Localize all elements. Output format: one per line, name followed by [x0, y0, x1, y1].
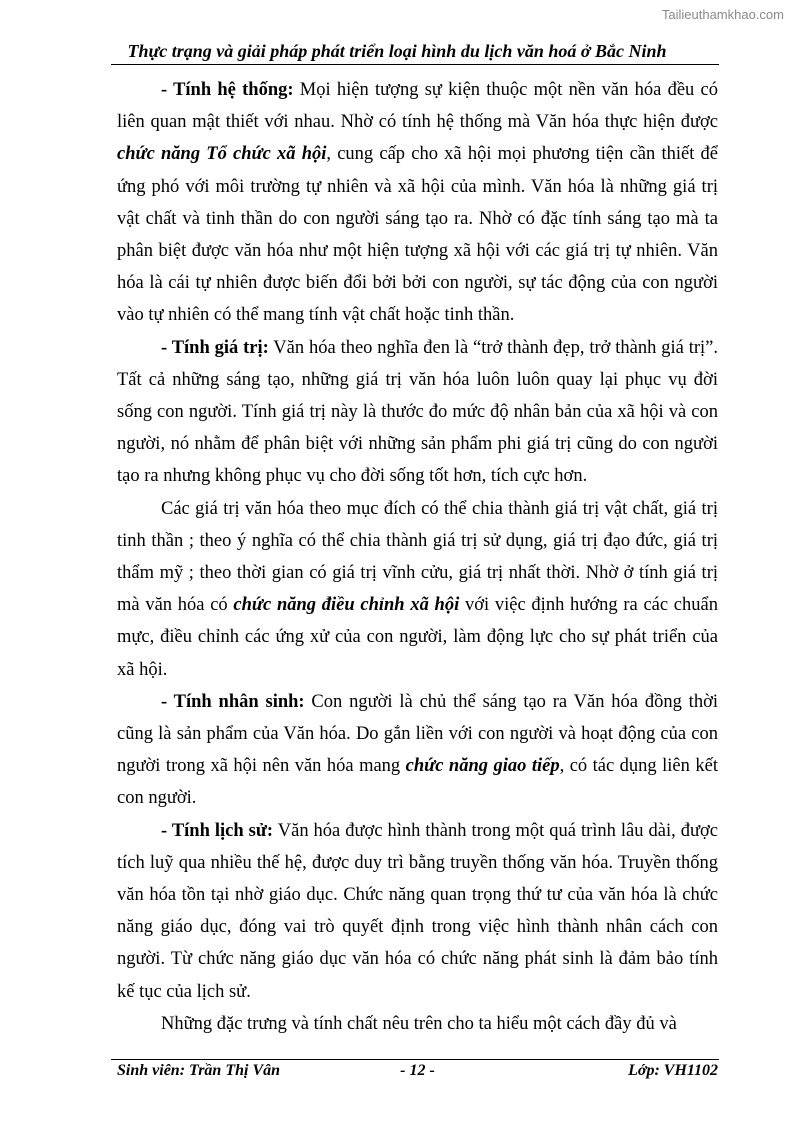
term-label: - Tính hệ thống: [161, 80, 294, 100]
paragraph-gia-tri-van-hoa [117, 493, 718, 686]
function-highlight: chức năng điều chỉnh xã hội [233, 595, 460, 616]
term-label: - Tính giá trị: [161, 337, 269, 358]
page-footer [117, 1062, 718, 1084]
paragraph-text: , có tác dụng liên kết con người. [117, 756, 718, 809]
paragraph-closing [117, 1008, 718, 1040]
header-divider [111, 64, 719, 65]
footer-page-number: - 12 - [400, 1062, 435, 1079]
paragraph-text: Mọi hiện tượng sự kiện thuộc một nền văn hóa đều có liên quan mật thiết với nhau. Nhờ có tính hệ thống mà Văn hóa thực hiện được [117, 80, 718, 133]
term-label: - Tính lịch sử: [161, 820, 274, 841]
function-highlight: chức năng Tổ chức xã hội [117, 144, 327, 165]
paragraph-text: Văn hóa theo nghĩa đen là “trở thành đẹp, trở thành giá trị”. Tất cả những sáng tạo, những giá trị văn hóa luôn luôn quay lại phục vụ đời sống con người. Tính giá trị này là thước đo mức độ nhân bản của xã hội và con người, nó nhằm để phân biệt với những sản phẩm phi giá trị cũng do con người tạo ra nhưng không phục vụ cho đời sống tốt hơn, tích cực hơn. [117, 337, 718, 487]
paragraph-tinh-nhan-sinh [117, 686, 718, 815]
paragraph-text: Những đặc trưng và tính chất nêu trên cho ta hiểu một cách đầy đủ và [161, 1013, 677, 1034]
footer-divider [111, 1059, 719, 1060]
paragraph-tinh-he-thong [117, 74, 718, 332]
footer-student-name: Sinh viên: Trần Thị Vân [117, 1062, 281, 1079]
term-label: - Tính nhân sinh: [161, 691, 305, 712]
paragraph-tinh-gia-tri [117, 332, 718, 493]
paragraph-text: với việc định hướng ra các chuẩn mực, điều chỉnh các ứng xử của con người, làm động lực cho sự phát triển của xã hội. [117, 595, 718, 680]
paragraph-text: , cung cấp cho xã hội mọi phương tiện cần thiết để ứng phó với môi trường tự nhiên và xã hội của mình. Văn hóa là những giá trị vật chất và tinh thần do con người sáng tạo ra. Nhờ có đặc tính sáng tạo mà ta phân biệt được văn hóa như một hiện tượng xã hội với các giá trị tự nhiên. Văn hóa là cái tự nhiên được biến đổi bởi bởi con người, sự tác động của con người vào tự nhiên có thể mang tính vật chất hoặc tinh thần. [117, 144, 718, 326]
page-header-title: Thực trạng và giải pháp phát triển loại hình du lịch văn hoá ở Bắc Ninh [127, 41, 667, 61]
footer-class-code: Lớp: VH1102 [628, 1062, 718, 1079]
paragraph-text: Văn hóa được hình thành trong một quá trình lâu dài, được tích luỹ qua nhiều thế hệ, được duy trì bằng truyền thống văn hóa. Truyền thống văn hóa tồn tại nhờ giáo dục. Chức năng quan trọng thứ tư của văn hóa là chức năng giáo dục, đóng vai trò quyết định trong việc hình thành nhân cách con người. Từ chức năng giáo dục văn hóa có chức năng phát sinh là đảm bảo tính kế tục của lịch sử. [117, 820, 718, 1002]
paragraph-tinh-lich-su [117, 815, 718, 1008]
watermark-text: Tailieuthamkhao.com [661, 7, 784, 22]
paragraph-text: Các giá trị văn hóa theo mục đích có thể chia thành giá trị vật chất, giá trị tinh thần ; theo ý nghĩa có thể chia thành giá trị sử dụng, giá trị đạo đức, giá trị thẩm mỹ ; theo thời gian có giá trị vĩnh cửu, giá trị nhất thời. Nhờ ở tính giá trị mà văn hóa có [117, 498, 718, 616]
paragraph-text: Con người là chủ thể sáng tạo ra Văn hóa đồng thời cũng là sản phẩm của Văn hóa. Do gắn liền với con người và hoạt động của con người trong xã hội nên văn hóa mang [117, 691, 718, 777]
document-body [117, 74, 718, 1040]
function-highlight: chức năng giao tiếp [405, 756, 560, 777]
